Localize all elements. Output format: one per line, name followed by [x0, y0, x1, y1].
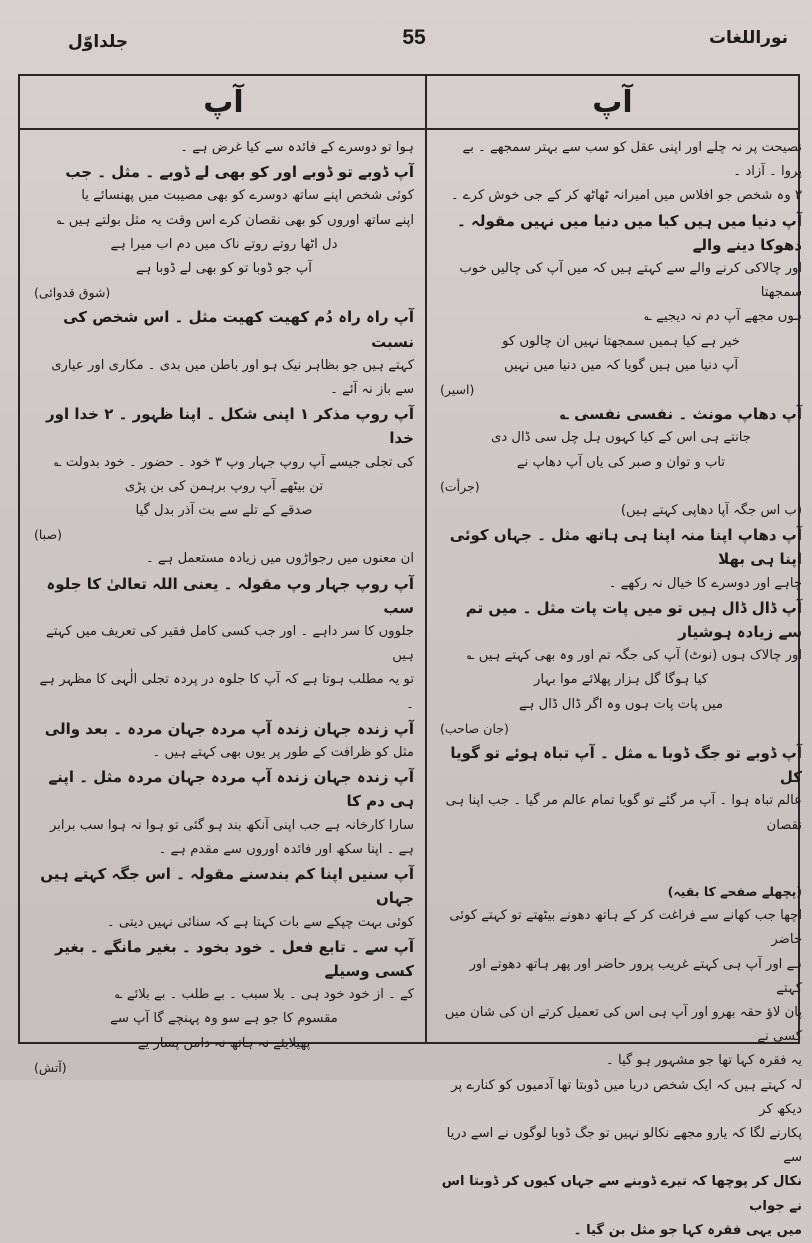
- verse-line: صدقے کے تلے سے بت آذر بدل گیا: [135, 503, 313, 519]
- entry-line: آپ دنیا میں ہیں کیا میں دنیا میں نہیں مقولہ ۔ دھوکا دینے والے: [457, 211, 802, 254]
- verse-line: تاب و توان و صبر کی یاں آپ دھاپ نے: [516, 454, 726, 470]
- verse-line: جانتے ہی اس کے کیا کہوں ہل چل سی ڈال دی: [491, 430, 751, 446]
- text-line: ہوا تو دوسرے کے فائدہ سے کیا غرض ہے ۔: [180, 140, 414, 155]
- poet-credit: (آتش): [34, 1059, 67, 1075]
- page-number: 55: [402, 26, 426, 49]
- text-line: تو یہ مطلب ہوتا ہے کہ آپ کا جلوہ در پردہ تجلی الٰہی کا مظہر ہے ۔: [39, 672, 414, 712]
- text-line: جلووں کا سر داہے ۔ اور جب کسی کامل فقیر کی تعریف میں کہتے ہیں: [45, 624, 414, 664]
- poet-credit: (جرأت): [440, 478, 480, 494]
- text-line: پکارنے لگا کہ یارو مجھے نکالو نہیں تو جگ ڈوبا لوگوں نے اسے دریا سے: [446, 1125, 802, 1166]
- text-frame: [18, 74, 802, 1238]
- entry-line: آپ سنیں اپنا کم بندسنے مقولہ ۔ اس جگہ کہتے ہیں جہاں: [40, 865, 414, 908]
- verse-line: آپ جو ڈوبا تو کو بھی لے ڈوبا ہے: [136, 261, 312, 277]
- right-column: [440, 136, 802, 1238]
- entry-line: آپ دھاپ مونث ۔ نفسی نفسی ؎: [560, 405, 802, 424]
- text-line: اپنے ساتھ اوروں کو بھی نقصان کرے اس وقت یہ مثل بولتے ہیں ؎: [56, 212, 414, 228]
- text-line: نصیحت پر نہ چلے اور اپنی عقل کو سب سے بہتر سمجھے ۔ بے پروا ۔ آزاد ۔: [462, 140, 802, 180]
- text-line: اور چالاک ہوں (نوٹ) آپ کی جگہ تم اور وہ بھی کہتے ہیں ؎: [466, 648, 802, 664]
- book-title: نوراللغات: [708, 28, 788, 48]
- entry-line: آپ ڈال ڈال ہیں تو میں پات پات مثل ۔ میں تم سے زیادہ ہوشیار: [465, 598, 802, 642]
- text-line: (ب اس جگہ آپا دھاپی کہتے ہیں): [620, 503, 802, 519]
- text-line: اچھا جب کھانے سے فراغت کر کے ہاتھ دھونے بیٹھتے تو کہتے کوئی حاضر: [449, 908, 802, 948]
- entry-line: آپ روپ جہار وپ مقولہ ۔ یعنی اللہ تعالیٰ کا جلوہ سب: [46, 574, 414, 617]
- left-column-heading: آپ: [20, 76, 427, 130]
- text-line: (پچھلے صفحے کا بقیہ): [667, 883, 802, 899]
- text-line: کوئی بہت چپکے سے بات کہتا ہے کہ سنائی نہیں دیتی ۔: [106, 914, 414, 930]
- text-line: سے باز نہ آئے ۔: [330, 382, 414, 398]
- text-line: ہے اور آپ ہی کہتے غریب پرور حاضر اور پھر ہاتھ دھوتے اور کہتے: [469, 956, 802, 996]
- poet-credit: (اسیر): [440, 382, 475, 398]
- text-line: اور چالاکی کرنے والے سے کہتے ہیں کہ میں آپ کی چالیں خوب سمجھتا: [459, 261, 802, 301]
- column-divider: [425, 76, 427, 1042]
- verse-line: آپ دنیا میں ہیں گویا کہ میں دنیا میں نہیں: [503, 357, 739, 373]
- text-line: کی تجلی جیسے آپ روپ جہار وپ ۳ خود ۔ حضور ۔ خود بدولت ؎: [53, 454, 414, 470]
- poet-credit: (جان صاحب): [440, 720, 509, 736]
- poet-credit: (صبا): [34, 527, 62, 543]
- verse-line: میں پات پات ہوں وہ اگر ڈال ڈال ہے: [518, 696, 724, 712]
- text-line: کوئی شخص اپنے ساتھ دوسرے کو بھی مصیبت میں پھنسائے یا: [81, 188, 414, 204]
- verse-line: کیا ہوگا گل ہزار پھلائے موا بہار: [534, 672, 708, 688]
- right-column-heading: آپ: [427, 76, 798, 130]
- text-line: چاہے اور دوسرے کا خیال نہ رکھے ۔: [608, 575, 802, 591]
- text-line: ان معنوں میں رجواڑوں میں زیادہ مستعمل ہے ۔: [146, 551, 414, 567]
- text-line: عالم تباہ ہوا ۔ آپ مر گئے تو گویا تمام عالم مر گیا ۔ جب اپنا ہی نقصان: [445, 793, 802, 833]
- page-header: [30, 18, 798, 58]
- verse-line: تن بیٹھے آپ روپ برہمن کی بن پڑی: [124, 478, 324, 494]
- text-line: ہوں مجھے آپ دم نہ دیجیے ؎: [644, 309, 802, 325]
- verse-line: مقسوم کا جو ہے سو وہ پہنچے گا آپ سے: [110, 1011, 338, 1027]
- text-line: پان لاؤ حقہ بھرو اور آپ ہی اس کی تعمیل کرتے ان کی شان میں کسی نے: [444, 1004, 802, 1045]
- text-line: کے ۔ از خود خود ہی ۔ بلا سبب ۔ بے طلب ۔ بے بلائے ؎: [114, 987, 414, 1003]
- entry-line: آپ دھاپ اپنا منہ اپنا ہی ہاتھ مثل ۔ جہاں کوئی اپنا ہی بھلا: [449, 526, 802, 569]
- entry-line: آپ روپ مذکر ۱ اپنی شکل ۔ اپنا ظہور ۔ ۲ خدا اور خدا: [46, 405, 414, 448]
- text-line: میں یہی فقرہ کہا جو مثل بن گیا ۔: [573, 1222, 802, 1238]
- text-line: [440, 838, 802, 880]
- entry-line: آپ زندہ جہان زندہ آپ مردہ جہان مردہ مثل ۔ اپنے ہی دم کا: [48, 768, 414, 811]
- verse-line: پھیلایئے نہ ہاتھ نہ دامن پسار یے: [137, 1035, 311, 1051]
- entry-line: آپ ڈوبے تو جگ ڈوبا ؎ مثل ۔ آپ تباہ ہوئے تو گویا کل: [450, 744, 802, 787]
- entry-line: آپ سے ۔ تابع فعل ۔ خود بخود ۔ بغیر مانگے ۔ بغیر کسی وسیلے: [54, 937, 414, 980]
- text-line: یہ فقرہ کہا تھا جو مشہور ہو گیا ۔: [606, 1053, 802, 1069]
- volume-label: جلداوّل: [68, 32, 129, 52]
- text-line: سارا کارخانہ ہے جب اپنی آنکھ بند ہو گئی تو ہوا نہ ہوا سب برابر: [49, 817, 414, 833]
- text-line: ۳ وہ شخص جو افلاس میں امیرانہ ٹھاٹھ کر کے جی خوش کرے ۔: [451, 188, 802, 204]
- text-line: مثل کو ظرافت کے طور پر یوں بھی کہتے ہیں ۔: [152, 745, 414, 761]
- entry-line: آپ راہ راہ دُم کھیت کھیت مثل ۔ اس شخص کی نسبت: [63, 308, 414, 351]
- entry-line: آپ زندہ جہان زندہ آپ مردہ جہان مردہ ۔ بعد والی: [44, 719, 414, 738]
- text-line: لہ کہتے ہیں کہ ایک شخص دریا میں ڈوبتا تھا آدمیوں کو کنارے پر دیکھ کر: [451, 1077, 802, 1117]
- poet-credit: (شوق قدوائی): [34, 285, 111, 301]
- entry-line: آپ ڈوبے تو ڈوبے اور کو بھی لے ڈوبے ۔ مثل ۔ جب: [65, 163, 414, 182]
- verse-line: دل اٹھا روتے روتے ناک میں دم اب میرا ہے: [110, 236, 338, 252]
- text-line: کہتے ہیں جو بظاہر نیک ہو اور باطن میں بدی ۔ مکاری اور عیاری: [51, 357, 414, 373]
- left-column: [34, 136, 414, 1075]
- text-line: نکال کر پوچھا کہ تیرے ڈوبنے سے جہاں کیوں کر ڈوبتا اس نے جواب: [441, 1174, 802, 1214]
- text-line: ہے ۔ اپنا سکھ اور فائدہ اوروں سے مقدم ہے ۔: [158, 841, 414, 857]
- verse-line: خیر ہے کیا ہمیں سمجھتا نہیں ان چالوں کو: [502, 333, 740, 349]
